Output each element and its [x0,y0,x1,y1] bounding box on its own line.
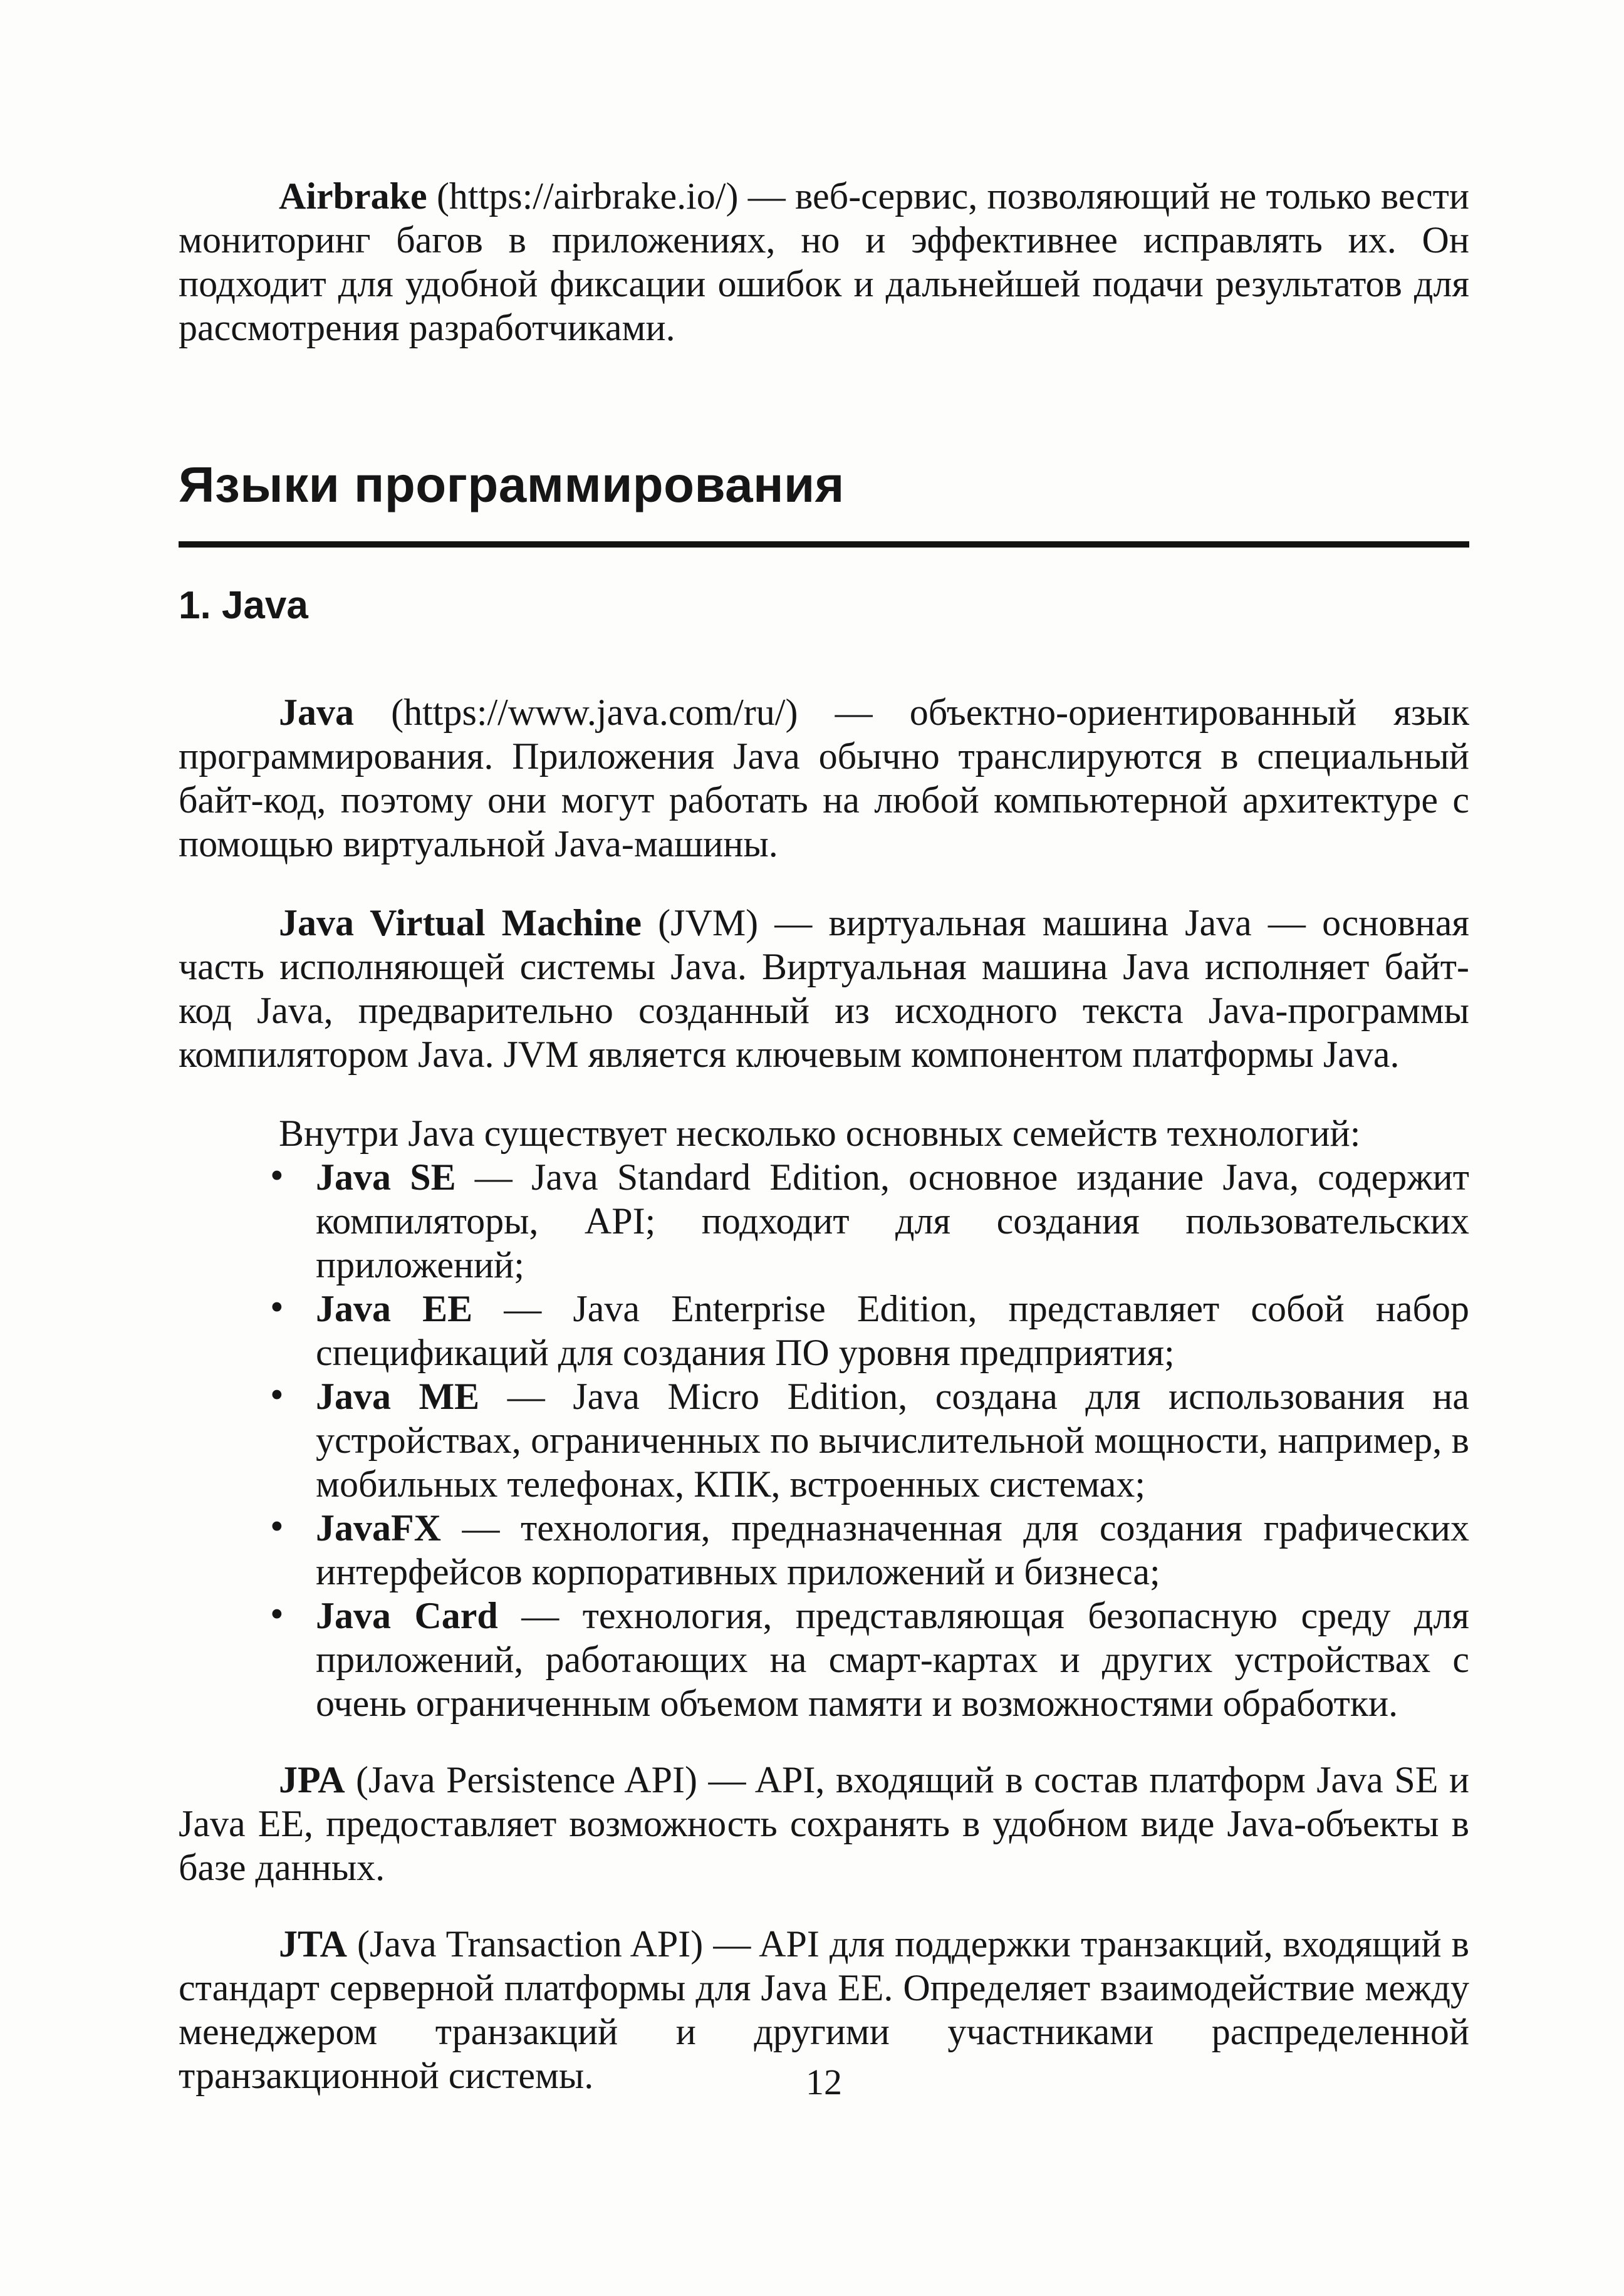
paragraph-jpa [179,1758,1469,1889]
term-jvm: Java Virtual Machine [279,902,642,943]
list-item-java-me-text: — Java Micro Edition, создана для использования на устройствах, ограниченных по вычислительной мощности, например, в мобильных телефонах, КПК, встроенных системах; [316,1376,1469,1505]
list-item-java-me [179,1374,1469,1506]
term-javafx: JavaFX [316,1507,441,1549]
paragraph-jta-text: (Java Transaction API) — API для поддержки транзакций, входящий в стандарт серверной платформы для Java EE. Определяет взаимодействие между менеджером транзакций и другими участниками распределенной транзакционной системы. [179,1923,1469,2096]
bullet-icon: • [270,1593,284,1636]
paragraph-airbrake [179,174,1469,350]
paragraph-jvm [179,901,1469,1076]
list-item-javafx-text: — технология, предназначенная для создания графических интерфейсов корпоративных приложений и бизнеса; [316,1507,1469,1592]
java-family-list [179,1155,1469,1725]
list-item-java-se [179,1155,1469,1287]
list-item-java-card-text: — технология, представляющая безопасную среду для приложений, работающих на смарт-картах и других устройствах с очень ограниченным объемом памяти и возможностями обработки. [316,1595,1469,1724]
paragraph-families-intro: Внутри Java существует несколько основных семейств технологий: [279,1113,1361,1154]
list-item-java-card [179,1594,1469,1725]
page-number: 12 [806,2062,842,2102]
page-content [179,0,1469,2097]
paragraph-airbrake-text: (https://airbrake.io/) — веб-сервис, позволяющий не только вести мониторинг багов в приложениях, но и эффективнее исправлять их. Он подходит для удобной фиксации ошибок и дальнейшей подачи результатов для рассмотрения разработчиками. [179,175,1469,348]
bullet-icon: • [270,1374,284,1416]
bullet-icon: • [270,1505,284,1548]
paragraph-jpa-text: (Java Persistence API) — API, входящий в состав платформ Java SE и Java EE, предоставляет возможность сохранять в удобном виде Java-объекты в базе данных. [179,1759,1469,1888]
list-item-java-ee-text: — Java Enterprise Edition, представляет собой набор спецификаций для создания ПО уровня предприятия; [316,1288,1469,1373]
term-airbrake: Airbrake [279,175,427,217]
list-item-java-se-text: — Java Standard Edition, основное издание Java, содержит компиляторы, API; подходит для создания пользовательских приложений; [316,1156,1469,1286]
subsection-heading: 1. Java [179,584,308,627]
term-java-me: Java ME [316,1376,480,1417]
term-java: Java [279,692,354,733]
paragraph-java [179,690,1469,866]
bullet-icon: • [270,1286,284,1329]
term-jta: JTA [279,1923,347,1965]
term-jpa: JPA [279,1759,345,1800]
paragraph-jvm-text: (JVM) — виртуальная машина Java — основная часть исполняющей системы Java. Виртуальная машина Java исполняет байт-код Java, предварительно созданный из исходного текста Java-программы компилятором Java. JVM является ключевым компонентом платформы Java. [179,902,1469,1075]
section-heading: Языки программирования [179,457,845,512]
bullet-icon: • [270,1155,284,1197]
heading-divider [179,541,1469,548]
term-java-ee: Java EE [316,1288,473,1329]
list-item-java-ee [179,1287,1469,1374]
paragraph-java-text: (https://www.java.com/ru/) — объектно-ориентированный язык программирования. Приложения Java обычно транслируются в специальный байт-код, поэтому они могут работать на любой компьютерной архитектуре с помощью виртуальной Java-машины. [179,692,1469,865]
term-java-se: Java SE [316,1156,456,1198]
list-item-javafx [179,1506,1469,1594]
term-java-card: Java Card [316,1595,498,1636]
